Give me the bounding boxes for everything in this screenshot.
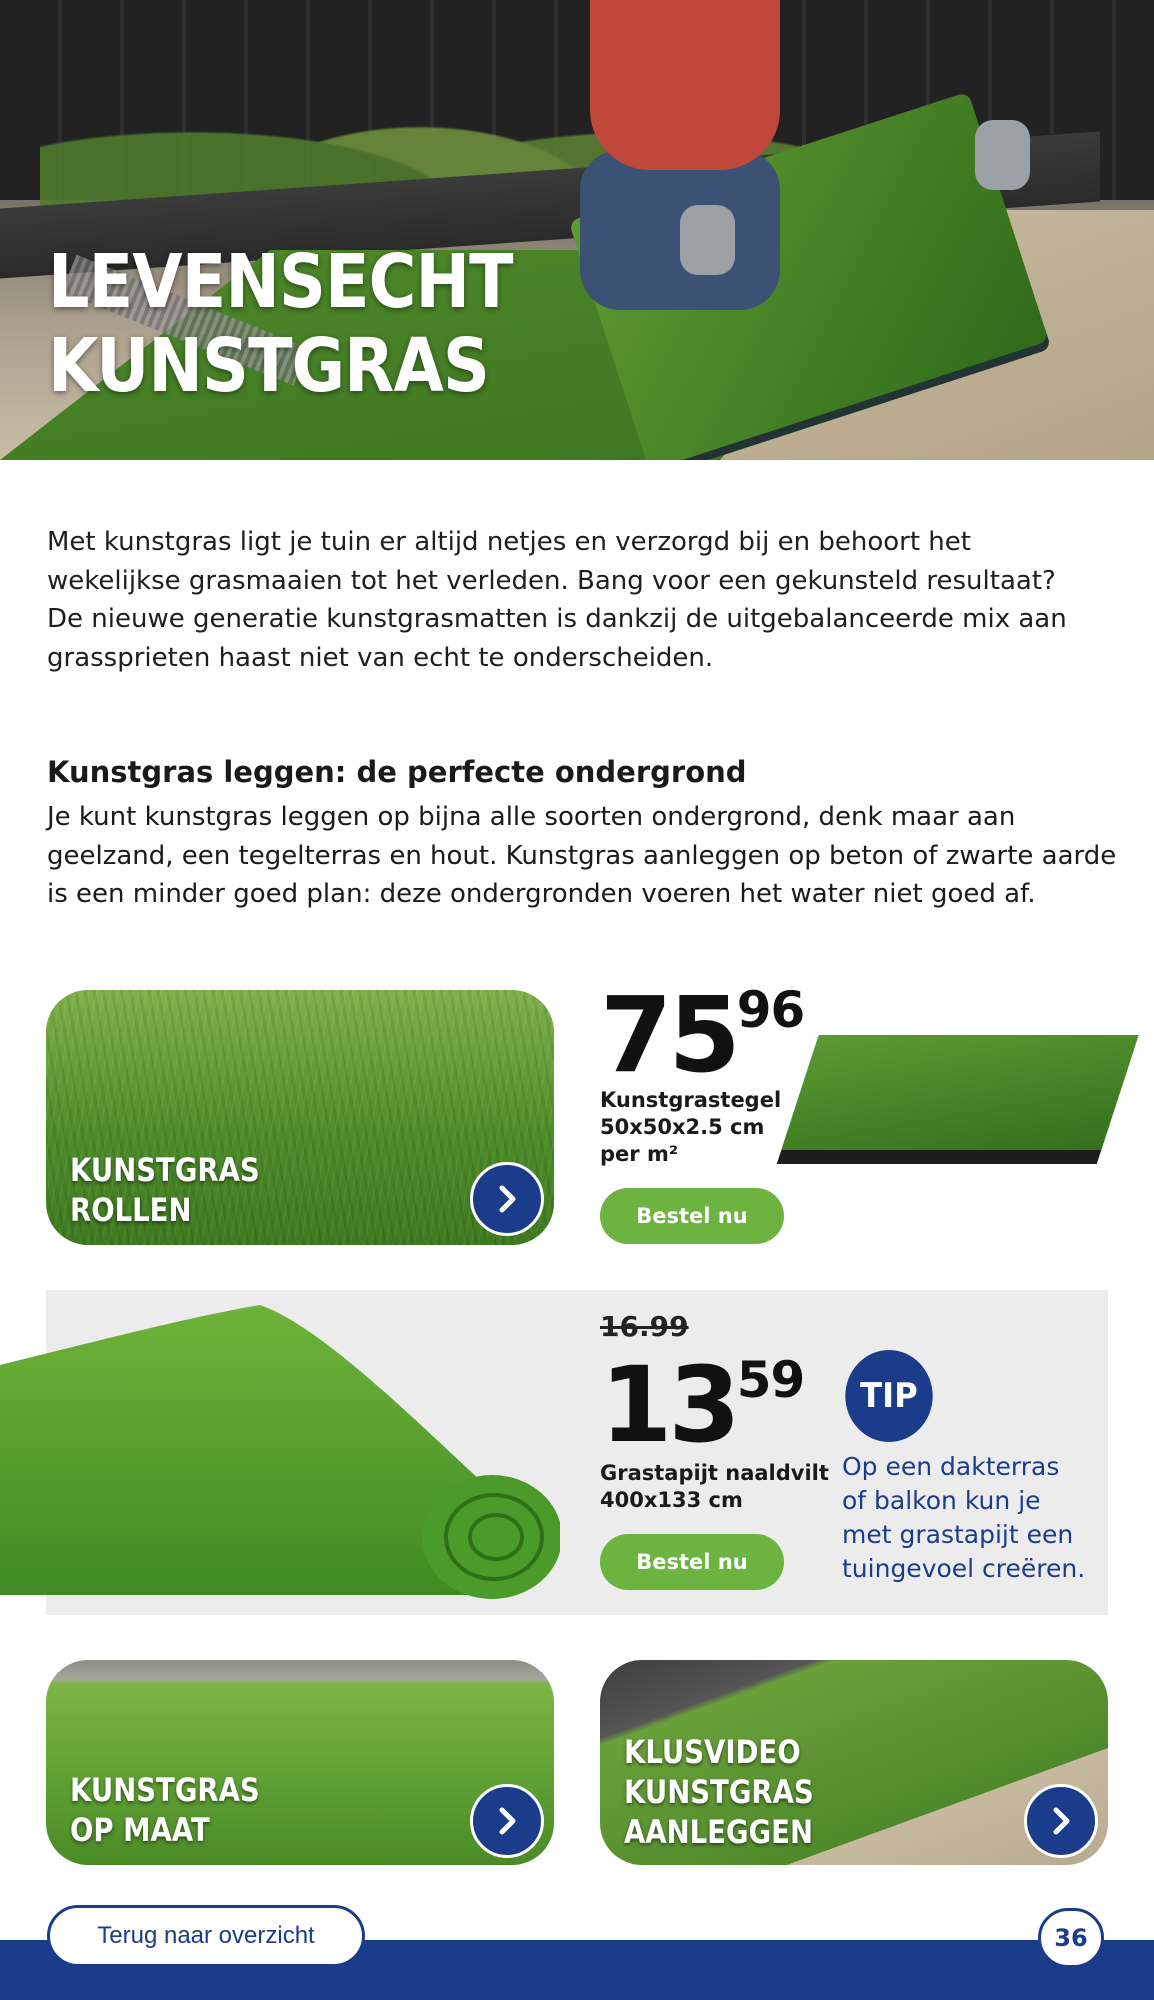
hero-title-line2: KUNSTGRAS (48, 323, 489, 409)
hero-title-line1: LEVENSECHT (48, 239, 513, 325)
product-tile-unit: per m² (600, 1142, 679, 1166)
price-grastapijt-int: 13 (600, 1344, 737, 1466)
section-paragraph: Je kunt kunstgras leggen op bijna alle soorten ondergrond, denk maar aan geelzand, een tegelterras en hout. Kunstgras aanleggen op beton of zwarte aarde is een minder goed plan: deze ondergronden voeren het water niet goed af. (47, 802, 1117, 909)
product-tile-description (600, 1087, 781, 1168)
price-grastapijt-dec: 59 (736, 1351, 805, 1409)
kunstgrastegel-image (781, 1035, 1138, 1150)
tip-text (842, 1450, 1085, 1586)
product-grastapijt-description (600, 1460, 829, 1514)
tip-line4: tuingevoel creëren. (842, 1554, 1086, 1583)
bestel-nu-button-tile[interactable]: Bestel nu (600, 1188, 784, 1244)
hero-person (590, 0, 780, 170)
intro-paragraph: Met kunstgras ligt je tuin er altijd netjes en verzorgd bij en behoort het wekelijkse grasmaaien tot het verleden. Bang voor een gekunsteld resultaat? De nieuwe generatie kunstgrasmatten is dankzij de uitgebalanceerde mix aan grassprieten haast niet van echt te onderscheiden. (47, 527, 1067, 673)
card-klusvideo-label (624, 1732, 814, 1852)
card-rollen-line1: KUNSTGRAS (70, 1151, 260, 1189)
page-number: 36 (1038, 1908, 1104, 1968)
card-op-maat-label (70, 1770, 260, 1850)
card-op-maat-line2: OP MAAT (70, 1811, 210, 1849)
price-tile-dec: 96 (736, 981, 805, 1039)
tip-badge: TIP (845, 1350, 932, 1442)
price-kunstgrastegel (600, 974, 805, 1096)
product-grastapijt-name: Grastapijt naaldvilt (600, 1461, 829, 1485)
card-rollen-label (70, 1150, 260, 1230)
card-klusvideo-kunstgras-aanleggen[interactable] (600, 1660, 1108, 1865)
terug-naar-overzicht-button[interactable]: Terug naar overzicht (47, 1905, 365, 1967)
product-grastapijt-size: 400x133 cm (600, 1488, 743, 1512)
chevron-right-icon (492, 1806, 522, 1836)
section-heading: Kunstgras leggen: de perfecte ondergrond (47, 755, 747, 789)
card-op-maat-arrow-button[interactable] (470, 1784, 544, 1858)
tip-line1: Op een dakterras (842, 1452, 1060, 1481)
hero-glove-right (975, 120, 1030, 190)
card-klusvideo-line2: KUNSTGRAS (624, 1773, 814, 1811)
tip-line2: of balkon kun je (842, 1486, 1041, 1515)
card-kunstgras-op-maat[interactable] (46, 1660, 554, 1865)
bestel-nu-button-grastapijt[interactable]: Bestel nu (600, 1534, 784, 1590)
card-op-maat-line1: KUNSTGRAS (70, 1771, 260, 1809)
grastapijt-mat-shape (0, 1305, 480, 1595)
card-klusvideo-line3: AANLEGGEN (624, 1813, 813, 1851)
product-tile-name: Kunstgrastegel (600, 1088, 782, 1112)
card-rollen-arrow-button[interactable] (470, 1162, 544, 1236)
tip-line3: met grastapijt een (842, 1520, 1074, 1549)
card-klusvideo-arrow-button[interactable] (1024, 1784, 1098, 1858)
card-kunstgras-rollen[interactable] (46, 990, 554, 1245)
chevron-right-icon (1046, 1806, 1076, 1836)
price-grastapijt (600, 1344, 805, 1466)
price-tile-int: 75 (600, 974, 737, 1096)
card-klusvideo-line1: KLUSVIDEO (624, 1733, 801, 1771)
hero-glove-left (680, 205, 735, 275)
grastapijt-old-price: 16.99 (600, 1310, 689, 1343)
hero-image (0, 0, 1154, 460)
card-rollen-line2: ROLLEN (70, 1191, 192, 1229)
grastapijt-roll-image (0, 1305, 560, 1605)
product-tile-size: 50x50x2.5 cm (600, 1115, 765, 1139)
hero-title (48, 240, 513, 408)
chevron-right-icon (492, 1184, 522, 1214)
